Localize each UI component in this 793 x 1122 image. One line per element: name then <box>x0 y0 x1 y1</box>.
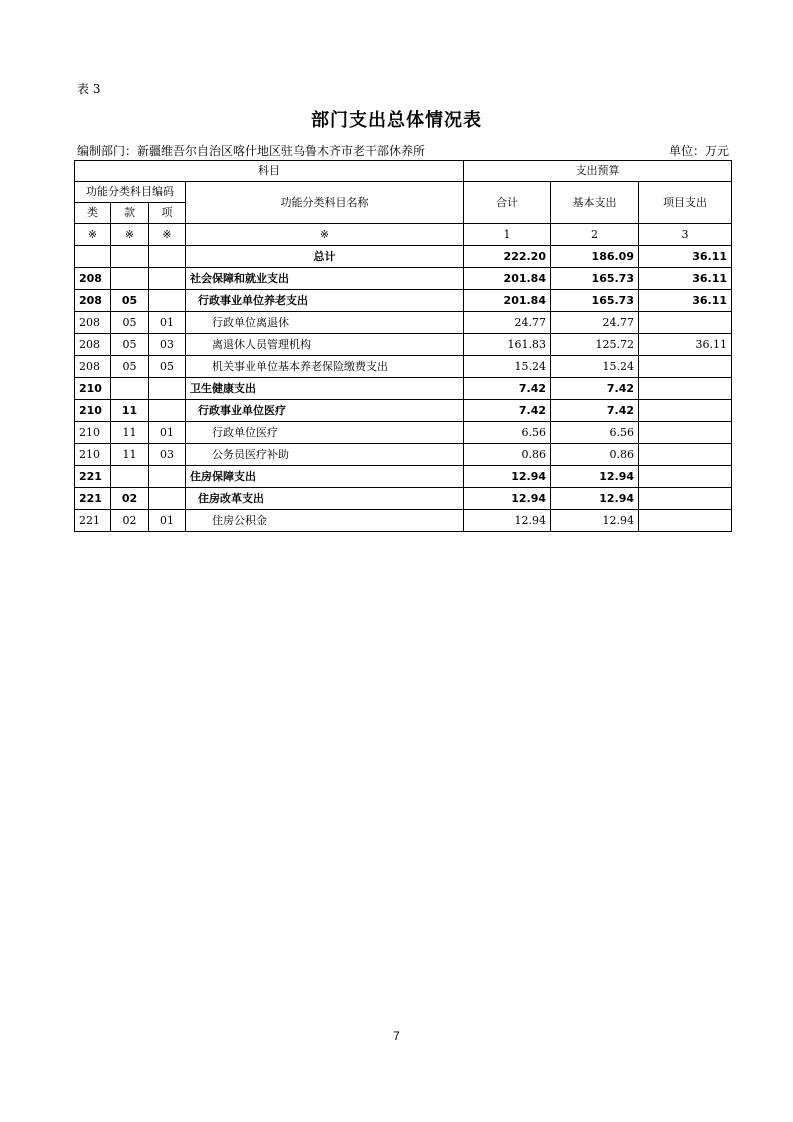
cell-xiang: 01 <box>149 510 186 532</box>
cell-basic: 7.42 <box>551 378 639 400</box>
table-row <box>75 466 732 488</box>
cell-name: 总计 <box>186 246 464 268</box>
cell-lei: 221 <box>75 510 111 532</box>
unit-label: 单位：万元 <box>668 144 729 158</box>
cell-total: 12.94 <box>464 488 551 510</box>
cell-xiang <box>149 488 186 510</box>
cell-lei: 208 <box>75 334 111 356</box>
cell-xiang <box>149 466 186 488</box>
header-row-1 <box>75 161 732 182</box>
cell-xiang: 05 <box>149 356 186 378</box>
cell-basic: 165.73 <box>551 290 639 312</box>
header-row-2 <box>75 182 732 203</box>
header-subject: 科目 <box>75 161 464 182</box>
table-row <box>75 312 732 334</box>
cell-basic: 6.56 <box>551 422 639 444</box>
cell-name: 行政事业单位养老支出 <box>186 290 464 312</box>
cell-kuan <box>111 246 149 268</box>
table-row <box>75 290 732 312</box>
cell-project: 36.11 <box>639 246 732 268</box>
cell-total: 222.20 <box>464 246 551 268</box>
table-row <box>75 334 732 356</box>
cell-basic: 165.73 <box>551 268 639 290</box>
table-row <box>75 378 732 400</box>
page-title: 部门支出总体情况表 <box>311 110 482 131</box>
cell-basic: 125.72 <box>551 334 639 356</box>
cell-name: 社会保障和就业支出 <box>186 268 464 290</box>
header-xiang: 项 <box>149 203 186 224</box>
expenditure-table <box>74 160 732 532</box>
cell-total: 7.42 <box>464 378 551 400</box>
mark-name: ※ <box>186 224 464 246</box>
cell-kuan: 11 <box>111 400 149 422</box>
cell-name: 离退休人员管理机构 <box>186 334 464 356</box>
cell-xiang <box>149 268 186 290</box>
col-index-3: 3 <box>639 224 732 246</box>
cell-project <box>639 356 732 378</box>
cell-lei <box>75 246 111 268</box>
cell-name: 机关事业单位基本养老保险缴费支出 <box>186 356 464 378</box>
cell-name: 卫生健康支出 <box>186 378 464 400</box>
cell-xiang <box>149 400 186 422</box>
cell-project <box>639 422 732 444</box>
cell-lei: 210 <box>75 378 111 400</box>
header-kuan: 款 <box>111 203 149 224</box>
cell-lei: 208 <box>75 268 111 290</box>
cell-basic: 0.86 <box>551 444 639 466</box>
header-code-group: 功能分类科目编码 <box>75 182 186 203</box>
cell-name: 住房改革支出 <box>186 488 464 510</box>
page-number: 7 <box>393 1029 400 1043</box>
cell-basic: 24.77 <box>551 312 639 334</box>
header-basic: 基本支出 <box>551 182 639 224</box>
cell-total: 15.24 <box>464 356 551 378</box>
cell-lei: 210 <box>75 400 111 422</box>
cell-total: 12.94 <box>464 466 551 488</box>
cell-total: 201.84 <box>464 268 551 290</box>
cell-xiang <box>149 290 186 312</box>
cell-total: 12.94 <box>464 510 551 532</box>
cell-kuan <box>111 268 149 290</box>
cell-kuan: 05 <box>111 334 149 356</box>
cell-total: 161.83 <box>464 334 551 356</box>
cell-lei: 208 <box>75 356 111 378</box>
cell-project <box>639 466 732 488</box>
cell-project: 36.11 <box>639 290 732 312</box>
cell-lei: 210 <box>75 444 111 466</box>
cell-total: 6.56 <box>464 422 551 444</box>
table-row <box>75 356 732 378</box>
header-lei: 类 <box>75 203 111 224</box>
cell-basic: 12.94 <box>551 510 639 532</box>
cell-lei: 221 <box>75 488 111 510</box>
cell-xiang: 01 <box>149 312 186 334</box>
cell-name: 行政单位离退休 <box>186 312 464 334</box>
cell-lei: 208 <box>75 290 111 312</box>
cell-xiang <box>149 378 186 400</box>
table-label: 表 3 <box>77 82 101 96</box>
cell-kuan: 05 <box>111 290 149 312</box>
cell-basic: 15.24 <box>551 356 639 378</box>
cell-project: 36.11 <box>639 334 732 356</box>
cell-lei: 221 <box>75 466 111 488</box>
cell-xiang: 03 <box>149 444 186 466</box>
cell-xiang: 01 <box>149 422 186 444</box>
cell-kuan: 02 <box>111 510 149 532</box>
cell-xiang: 03 <box>149 334 186 356</box>
col-index-1: 1 <box>464 224 551 246</box>
col-index-2: 2 <box>551 224 639 246</box>
cell-project: 36.11 <box>639 268 732 290</box>
cell-name: 行政单位医疗 <box>186 422 464 444</box>
header-total: 合计 <box>464 182 551 224</box>
cell-project <box>639 312 732 334</box>
cell-name: 公务员医疗补助 <box>186 444 464 466</box>
table-row <box>75 444 732 466</box>
table-row <box>75 510 732 532</box>
header-row-4 <box>75 224 732 246</box>
mark-lei: ※ <box>75 224 111 246</box>
cell-basic: 7.42 <box>551 400 639 422</box>
cell-kuan <box>111 466 149 488</box>
cell-basic: 12.94 <box>551 466 639 488</box>
cell-kuan: 11 <box>111 422 149 444</box>
cell-total: 0.86 <box>464 444 551 466</box>
cell-kuan: 02 <box>111 488 149 510</box>
cell-project <box>639 444 732 466</box>
cell-total: 7.42 <box>464 400 551 422</box>
mark-kuan: ※ <box>111 224 149 246</box>
table-row <box>75 422 732 444</box>
cell-name: 住房保障支出 <box>186 466 464 488</box>
cell-total: 201.84 <box>464 290 551 312</box>
cell-xiang <box>149 246 186 268</box>
cell-project <box>639 400 732 422</box>
cell-name: 行政事业单位医疗 <box>186 400 464 422</box>
mark-xiang: ※ <box>149 224 186 246</box>
table-row <box>75 400 732 422</box>
cell-name: 住房公积金 <box>186 510 464 532</box>
table-row <box>75 488 732 510</box>
header-name: 功能分类科目名称 <box>186 182 464 224</box>
header-project: 项目支出 <box>639 182 732 224</box>
table-row <box>75 268 732 290</box>
cell-lei: 210 <box>75 422 111 444</box>
cell-kuan: 05 <box>111 312 149 334</box>
header-budget: 支出预算 <box>464 161 732 182</box>
cell-total: 24.77 <box>464 312 551 334</box>
cell-project <box>639 510 732 532</box>
cell-basic: 186.09 <box>551 246 639 268</box>
cell-project <box>639 378 732 400</box>
cell-basic: 12.94 <box>551 488 639 510</box>
cell-kuan: 05 <box>111 356 149 378</box>
table-row <box>75 246 732 268</box>
cell-lei: 208 <box>75 312 111 334</box>
cell-project <box>639 488 732 510</box>
cell-kuan <box>111 378 149 400</box>
cell-kuan: 11 <box>111 444 149 466</box>
department-label: 编制部门：新疆维吾尔自治区喀什地区驻乌鲁木齐市老干部休养所 <box>77 144 426 158</box>
